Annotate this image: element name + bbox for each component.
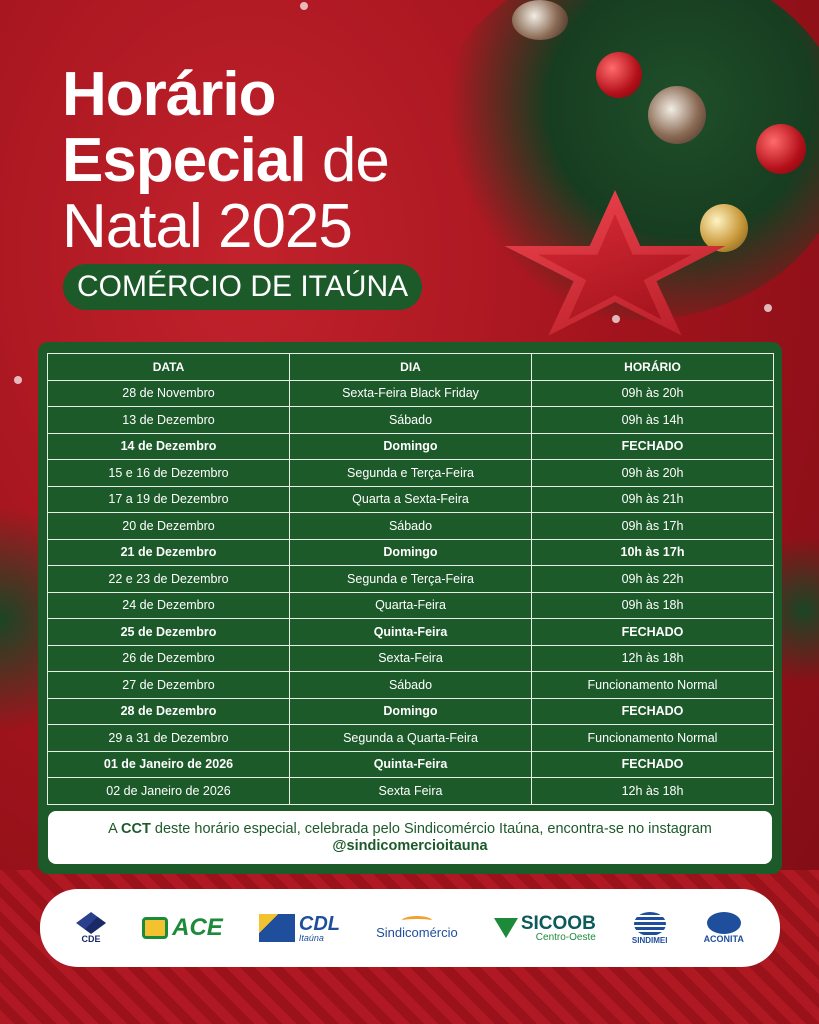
cell-data: 15 e 16 de Dezembro (48, 460, 290, 487)
cdl-logo-text: CDL (298, 912, 341, 935)
aconita-logo-text: ACONITA (703, 934, 744, 944)
table-row (48, 513, 774, 540)
cell-dia: Sexta-Feira (290, 645, 532, 672)
table-row (48, 460, 774, 487)
cde-logo (76, 912, 106, 944)
header-data: DATA (48, 354, 290, 381)
cell-dia: Segunda a Quarta-Feira (290, 725, 532, 752)
table-row (48, 539, 774, 566)
cell-data: 29 a 31 de Dezembro (48, 725, 290, 752)
table-row (48, 592, 774, 619)
cell-horario: 09h às 17h (532, 513, 774, 540)
title-especial: Especial (62, 126, 306, 195)
table-row (48, 566, 774, 593)
title-line-3: Natal 2025 (62, 192, 352, 261)
red-ornament-decoration (756, 124, 806, 174)
schedule-table (47, 353, 774, 805)
note-cct: CCT (121, 821, 151, 837)
cell-data: 25 de Dezembro (48, 619, 290, 646)
title-de: de (305, 126, 389, 195)
cell-data: 02 de Janeiro de 2026 (48, 778, 290, 805)
cdl-logo-subtext: Itaúna (298, 932, 324, 943)
cell-dia: Segunda e Terça-Feira (290, 460, 532, 487)
cell-data: 28 de Dezembro (48, 698, 290, 725)
cell-dia: Domingo (290, 698, 532, 725)
cell-data: 14 de Dezembro (48, 433, 290, 460)
cell-dia: Sexta-Feira Black Friday (290, 380, 532, 407)
cell-horario: Funcionamento Normal (532, 672, 774, 699)
table-header-row (48, 354, 774, 381)
cdl-logo-icon (259, 914, 295, 942)
cell-data: 01 de Janeiro de 2026 (48, 751, 290, 778)
cell-data: 13 de Dezembro (48, 407, 290, 434)
sindimei-logo-text: SINDIMEI (631, 935, 668, 945)
cell-data: 17 a 19 de Dezembro (48, 486, 290, 513)
instagram-handle: @sindicomercioitauna (332, 838, 488, 854)
aconita-logo-icon (707, 912, 741, 934)
ace-logo (142, 914, 223, 942)
cell-data: 24 de Dezembro (48, 592, 290, 619)
cell-horario: FECHADO (532, 619, 774, 646)
bokeh-light (764, 304, 772, 312)
cell-data: 28 de Novembro (48, 380, 290, 407)
cell-horario: 09h às 18h (532, 592, 774, 619)
cell-horario: 09h às 14h (532, 407, 774, 434)
cell-dia: Domingo (290, 433, 532, 460)
cell-dia: Sábado (290, 407, 532, 434)
note-middle: deste horário especial, celebrada pelo Sindicomércio Itaúna, encontra-se no instagram (150, 821, 712, 837)
table-row (48, 672, 774, 699)
sicoob-logo-text: SICOOB (520, 912, 596, 934)
cell-dia: Quinta-Feira (290, 751, 532, 778)
title-line-1: Horário (62, 60, 276, 129)
note-prefix: A (108, 821, 122, 837)
table-row (48, 645, 774, 672)
cell-dia: Quinta-Feira (290, 619, 532, 646)
sponsor-logos (40, 889, 780, 967)
bokeh-light (300, 2, 308, 10)
table-row (48, 751, 774, 778)
red-ornament-decoration (596, 52, 642, 98)
sindicomercio-logo-text: Sindicomércio (376, 925, 458, 940)
sicoob-logo-subtext: Centro-Oeste (535, 931, 596, 943)
pinecone-decoration (512, 0, 568, 40)
cell-horario: FECHADO (532, 433, 774, 460)
cell-horario: 09h às 20h (532, 380, 774, 407)
page-title (62, 60, 389, 262)
cct-note (48, 811, 772, 864)
header-horario: HORÁRIO (532, 354, 774, 381)
cell-horario: 12h às 18h (532, 778, 774, 805)
title-line-2 (62, 126, 389, 196)
cell-horario: 12h às 18h (532, 645, 774, 672)
pinecone-decoration (648, 86, 706, 144)
cell-dia: Sexta Feira (290, 778, 532, 805)
cell-dia: Domingo (290, 539, 532, 566)
cell-horario: 09h às 20h (532, 460, 774, 487)
cell-horario: 09h às 22h (532, 566, 774, 593)
table-row (48, 407, 774, 434)
sindicomercio-logo (376, 916, 458, 940)
table-row (48, 486, 774, 513)
cell-dia: Sábado (290, 513, 532, 540)
sindicomercio-logo-icon (402, 916, 432, 925)
gold-ornament-decoration (700, 204, 748, 252)
table-row (48, 619, 774, 646)
cell-data: 27 de Dezembro (48, 672, 290, 699)
bokeh-light (612, 315, 620, 323)
bokeh-light (14, 376, 22, 384)
cde-logo-text: CDE (81, 934, 101, 944)
table-row (48, 725, 774, 752)
table-row (48, 433, 774, 460)
cell-data: 26 de Dezembro (48, 645, 290, 672)
cell-data: 20 de Dezembro (48, 513, 290, 540)
ace-logo-text: ACE (172, 914, 223, 941)
sicoob-logo-icon (494, 918, 518, 938)
header-dia: DIA (290, 354, 532, 381)
table-row (48, 778, 774, 805)
cell-data: 21 de Dezembro (48, 539, 290, 566)
cdl-logo (259, 914, 340, 943)
cell-data: 22 e 23 de Dezembro (48, 566, 290, 593)
cell-dia: Quarta-Feira (290, 592, 532, 619)
cell-horario: FECHADO (532, 698, 774, 725)
aconita-logo (704, 912, 744, 944)
cde-logo-icon (76, 912, 106, 934)
cell-horario: 10h às 17h (532, 539, 774, 566)
table-row (48, 698, 774, 725)
sindimei-logo-icon (634, 912, 666, 936)
cell-dia: Quarta a Sexta-Feira (290, 486, 532, 513)
sindimei-logo (632, 912, 668, 945)
subtitle-pill: COMÉRCIO DE ITAÚNA (63, 264, 422, 310)
table-row (48, 380, 774, 407)
cell-horario: Funcionamento Normal (532, 725, 774, 752)
cell-horario: FECHADO (532, 751, 774, 778)
cell-dia: Sábado (290, 672, 532, 699)
cell-horario: 09h às 21h (532, 486, 774, 513)
sicoob-logo (494, 914, 596, 943)
ace-logo-icon (142, 917, 168, 939)
cell-dia: Segunda e Terça-Feira (290, 566, 532, 593)
